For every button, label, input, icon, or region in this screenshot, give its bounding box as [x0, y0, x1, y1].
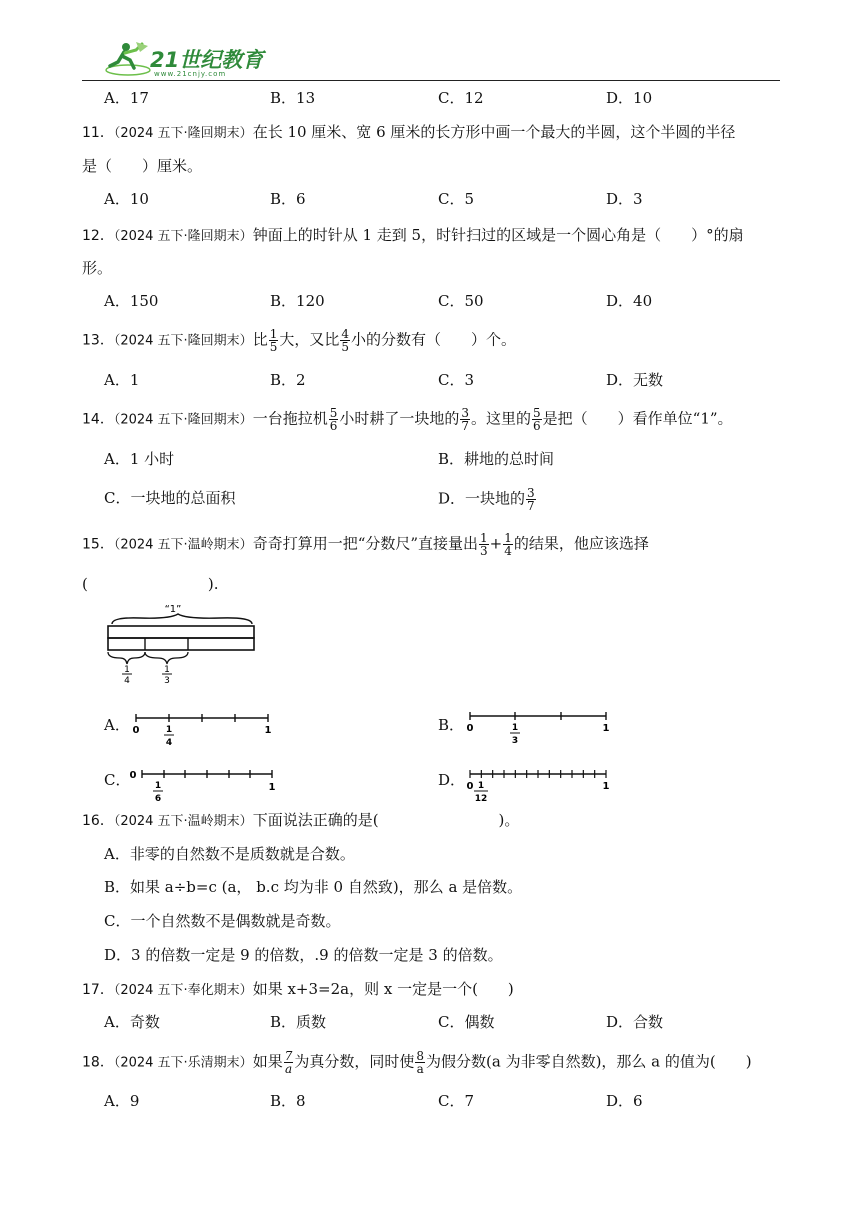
q14-option-c: C．一块地的总面积	[104, 489, 236, 507]
q12-stem-line2: 形。	[82, 259, 113, 277]
number-line-a-mark-denominator: 4	[165, 738, 173, 748]
number-line-d-one: 1	[602, 781, 610, 792]
numerator: 7	[284, 1049, 293, 1063]
numerator: 5	[329, 406, 338, 420]
denominator: 3	[480, 544, 488, 558]
number-line-a-mark-numerator: 1	[165, 725, 173, 735]
q13-stem	[82, 328, 516, 353]
q15-stem	[82, 532, 649, 557]
q11-text-line1: 在长 10 厘米、宽 6 厘米的长方形中画一个最大的半圆，这个半圆的半径	[252, 123, 736, 141]
q14-number: 14．	[82, 411, 114, 428]
number-line-c-zero: 0	[129, 770, 137, 781]
q11-option-b: B．6	[270, 190, 306, 208]
q15-option-b: B．	[438, 716, 465, 734]
numerator: 3	[527, 486, 535, 500]
q14-options-row2	[0, 486, 860, 513]
q18-number: 18．	[82, 1054, 114, 1071]
number-line-a-one: 1	[264, 725, 272, 736]
denominator: 5	[269, 340, 278, 354]
q11-stem	[82, 121, 735, 145]
q14-fraction-3	[532, 407, 542, 432]
q14-fraction-1	[329, 407, 339, 432]
q14-text-2: 小时耕了一块地的	[339, 409, 460, 428]
q15-number: 15．	[82, 536, 114, 553]
q15-fraction-2	[503, 532, 513, 557]
q18-option-c: C．7	[438, 1092, 475, 1110]
q16-option-b: B．如果 a÷b=c (a， b.c 均为非 0 自然致)，那么 a 是倍数。	[104, 878, 523, 896]
q15-option-d: D．	[438, 771, 466, 789]
number-line-d-mark-numerator: 1	[477, 781, 485, 791]
q18-options	[0, 1090, 860, 1112]
q18-option-d: D．6	[606, 1092, 643, 1110]
q11-option-d: D．3	[606, 190, 643, 208]
q17-text: 如果 x+3=2a，则 x 一定是一个( )	[252, 980, 514, 998]
numerator: 8	[416, 1049, 424, 1063]
q18-option-a: A．9	[104, 1092, 140, 1110]
number-line-b-zero: 0	[466, 723, 474, 734]
q15-source: （2024 五下·温岭期末）	[113, 537, 253, 553]
q14-option-d-text: D．一块地的	[438, 489, 526, 508]
q17-option-c: C．偶数	[438, 1013, 495, 1031]
q12-option-d: D．40	[606, 292, 653, 310]
q12-stem	[82, 224, 744, 248]
q18-source: （2024 五下·乐清期末）	[113, 1055, 253, 1071]
q12-option-a: A．150	[104, 292, 159, 310]
page-header	[0, 0, 860, 82]
q17-option-a: A．奇数	[104, 1013, 160, 1031]
q16-number: 16．	[82, 813, 114, 829]
numerator: 5	[533, 406, 541, 420]
number-line-c-mark-denominator: 6	[154, 794, 162, 804]
denominator: 4	[504, 544, 512, 558]
number-line-b	[462, 706, 617, 750]
q17-number: 17．	[82, 982, 114, 998]
q16-option-d-row	[0, 944, 860, 966]
q15-text-1: 奇奇打算用一把“分数尺”直接量出	[252, 534, 479, 553]
q14-options-row1	[0, 448, 860, 470]
q12-number: 12．	[82, 228, 114, 244]
ruler-third-brace	[145, 652, 188, 664]
ruler-quarter-numerator: 1	[124, 665, 130, 675]
q14-text-3: 。这里的	[471, 409, 532, 428]
q10-option-c: C．12	[438, 89, 484, 107]
q11-options	[0, 188, 860, 210]
q16-option-d: D．3 的倍数一定是 9 的倍数，.9 的倍数一定是 3 的倍数。	[104, 946, 503, 964]
q14-text-1: 一台拖拉机	[252, 409, 328, 428]
ruler-quarter-denominator: 4	[124, 676, 130, 684]
q18-fraction-1	[284, 1050, 294, 1075]
q11-number: 11．	[82, 125, 114, 141]
q15-option-a: A．	[104, 716, 130, 734]
q15-answer-blank: ( ).	[82, 575, 219, 593]
q14-fraction-2	[460, 407, 470, 432]
denominator: 7	[461, 419, 469, 433]
q16-text: 下面说法正确的是( )。	[252, 811, 520, 829]
q15-option-d-row	[0, 769, 860, 791]
q12-options	[0, 290, 860, 312]
q16-option-c-row	[0, 910, 860, 932]
q13-source: （2024 五下·隆回期末）	[113, 333, 253, 349]
ruler-top-label: “1”	[164, 604, 182, 615]
q16-option-c: C．一个自然数不是偶数就是奇数。	[104, 912, 341, 930]
q12-option-b: B．120	[270, 292, 325, 310]
q18-text-2: 为真分数，同时使	[294, 1052, 415, 1071]
number-line-b-mark-denominator: 3	[511, 736, 519, 746]
denominator: a	[284, 1062, 293, 1076]
q13-number: 13．	[82, 332, 114, 349]
number-line-c-mark-numerator: 1	[154, 781, 162, 791]
q17-source: （2024 五下·奉化期末）	[113, 983, 253, 998]
q18-fraction-2	[415, 1050, 425, 1075]
numerator: 4	[341, 327, 349, 341]
q13-text-2: 大，又比	[279, 330, 340, 349]
numerator: 3	[461, 406, 469, 420]
q17-option-d: D．合数	[606, 1013, 664, 1031]
q16-stem	[82, 809, 519, 833]
number-line-d-zero: 0	[466, 781, 474, 792]
q11-stem-line2: 是（ ）厘米。	[82, 157, 203, 175]
denominator: 6	[533, 419, 541, 433]
q14-source: （2024 五下·隆回期末）	[113, 412, 253, 428]
numerator: 1	[480, 531, 488, 545]
q15-fraction-1	[479, 532, 489, 557]
number-line-b-mark-numerator: 1	[511, 723, 519, 733]
fraction-ruler-figure	[100, 602, 260, 684]
q13-option-b: B．2	[270, 371, 306, 389]
denominator: 7	[527, 499, 535, 513]
q13-text-3: 小的分数有（ ）个。	[351, 330, 517, 349]
q16-option-a: A．非零的自然数不是质数就是合数。	[104, 845, 355, 863]
q15-option-b-row	[0, 714, 860, 736]
q10-option-a: A．17	[104, 89, 149, 107]
site-logo	[100, 40, 270, 80]
denominator: 6	[329, 419, 338, 433]
ruler-parts-bar	[108, 638, 254, 650]
denominator: a	[416, 1062, 424, 1076]
number-line-d	[462, 764, 617, 808]
q13-text-1: 比	[252, 330, 268, 349]
q11-option-a: A．10	[104, 190, 149, 208]
number-line-d-mark-denominator: 12	[474, 794, 488, 804]
q13-option-a: A．1	[104, 371, 140, 389]
q17-option-b: B．质数	[270, 1013, 327, 1031]
q11-source: （2024 五下·隆回期末）	[113, 126, 253, 141]
numerator: 1	[504, 531, 512, 545]
q14-text-4: 是把（ ）看作单位“1”。	[542, 409, 733, 428]
q12-text-line1: 钟面上的时针从 1 走到 5，时针扫过的区域是一个圆心角是（ ）°的扇	[252, 226, 744, 244]
q15-option-c: C．	[104, 771, 131, 789]
numerator: 1	[269, 327, 278, 341]
logo-text: 21世纪教育	[150, 48, 264, 72]
q18-text-1: 如果	[252, 1052, 283, 1071]
number-line-c-one: 1	[268, 782, 276, 793]
ruler-whole-bar	[108, 626, 254, 638]
q16-source: （2024 五下·温岭期末）	[113, 814, 253, 829]
q17-options	[0, 1011, 860, 1033]
ruler-third-denominator: 3	[164, 676, 170, 684]
q13-option-c: C．3	[438, 371, 475, 389]
logo-url: www.21cnjy.com	[154, 70, 227, 78]
number-line-a-zero: 0	[132, 725, 140, 736]
q12-option-c: C．50	[438, 292, 484, 310]
header-divider	[82, 80, 780, 81]
q13-fraction-1	[269, 328, 279, 353]
q13-option-d: D．无数	[606, 371, 664, 389]
q15-plus: +	[489, 534, 503, 553]
q15-text-2: 的结果，他应该选择	[513, 534, 649, 553]
q14-option-d-fraction	[526, 487, 536, 512]
q18-text-3: 为假分数(a 为非零自然数)，那么 a 的值为( )	[426, 1052, 752, 1071]
q16-option-b-row	[0, 876, 860, 898]
q14-option-b: B．耕地的总时间	[438, 450, 555, 468]
q16-option-a-row	[0, 843, 860, 865]
q14-option-a: A．1 小时	[104, 450, 175, 468]
q14-stem	[82, 407, 733, 432]
number-line-b-one: 1	[602, 723, 610, 734]
q12-source: （2024 五下·隆回期末）	[113, 229, 253, 244]
q14-option-d	[438, 487, 537, 512]
q11-option-c: C．5	[438, 190, 475, 208]
ruler-quarter-brace	[108, 652, 145, 664]
q17-stem	[82, 978, 514, 1002]
q10-option-d: D．10	[606, 89, 653, 107]
q13-fraction-2	[340, 328, 350, 353]
denominator: 5	[341, 340, 349, 354]
q18-option-b: B．8	[270, 1092, 306, 1110]
runner-logo-icon	[100, 40, 152, 78]
ruler-top-brace	[112, 614, 252, 624]
q10-options	[0, 87, 860, 109]
q13-options	[0, 369, 860, 391]
q10-option-b: B．13	[270, 89, 316, 107]
ruler-third-numerator: 1	[164, 665, 170, 675]
q18-stem	[82, 1050, 752, 1075]
